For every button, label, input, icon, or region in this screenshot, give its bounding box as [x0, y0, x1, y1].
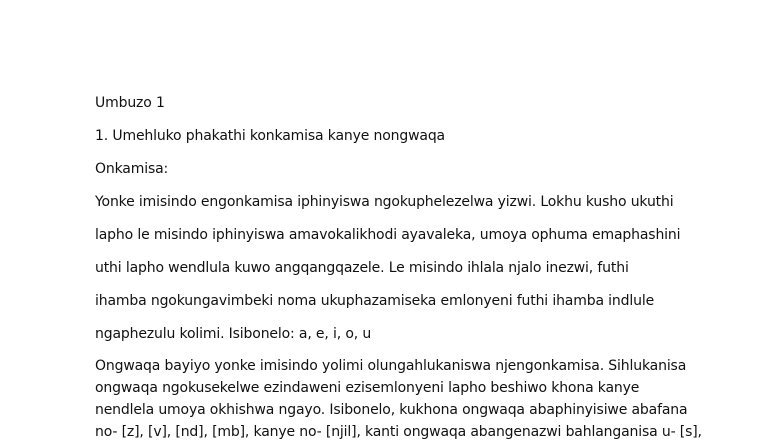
document-body — [95, 94, 745, 441]
consonants-paragraph-line: nendlela umoya okhishwa ngayo. Isibonelo, kukhona ongwaqa abaphinyisiwe abafana — [95, 402, 688, 418]
question-title: Umbuzo 1 — [95, 95, 165, 111]
vowels-heading: Onkamisa: — [95, 161, 169, 177]
vowels-paragraph-line: ihamba ngokungavimbeki noma ukuphazamiseka emlonyeni futhi ihamba indlule — [95, 293, 655, 309]
consonants-paragraph-line: no- [z], [v], [nd], [mb], kanye no- [njil], kanti ongwaqa abangenazwi bahlanganisa u- [s], — [95, 424, 702, 440]
vowels-paragraph-line: ngaphezulu kolimi. Isibonelo: a, e, i, o, u — [95, 326, 372, 342]
vowels-paragraph-line: uthi lapho wendlula kuwo angqangqazele. Le misindo ihlala njalo inezwi, futhi — [95, 260, 629, 276]
consonants-paragraph-line: ongwaqa ngokusekelwe ezindaweni ezisemlonyeni lapho beshiwo khona kanye — [95, 380, 640, 396]
section-heading: 1. Umehluko phakathi konkamisa kanye nongwaqa — [95, 128, 445, 144]
consonants-paragraph — [95, 355, 745, 441]
vowels-paragraph — [95, 193, 745, 344]
vowels-paragraph-line: lapho le misindo iphinyiswa amavokalikhodi ayavaleka, umoya ophuma emaphashini — [95, 227, 681, 243]
vowels-paragraph-line: Yonke imisindo engonkamisa iphinyiswa ngokuphelezelwa yizwi. Lokhu kusho ukuthi — [95, 194, 674, 210]
consonants-paragraph-line: Ongwaqa bayiyo yonke imisindo yolimi olungahlukaniswa njengonkamisa. Sihlukanisa — [95, 358, 687, 374]
